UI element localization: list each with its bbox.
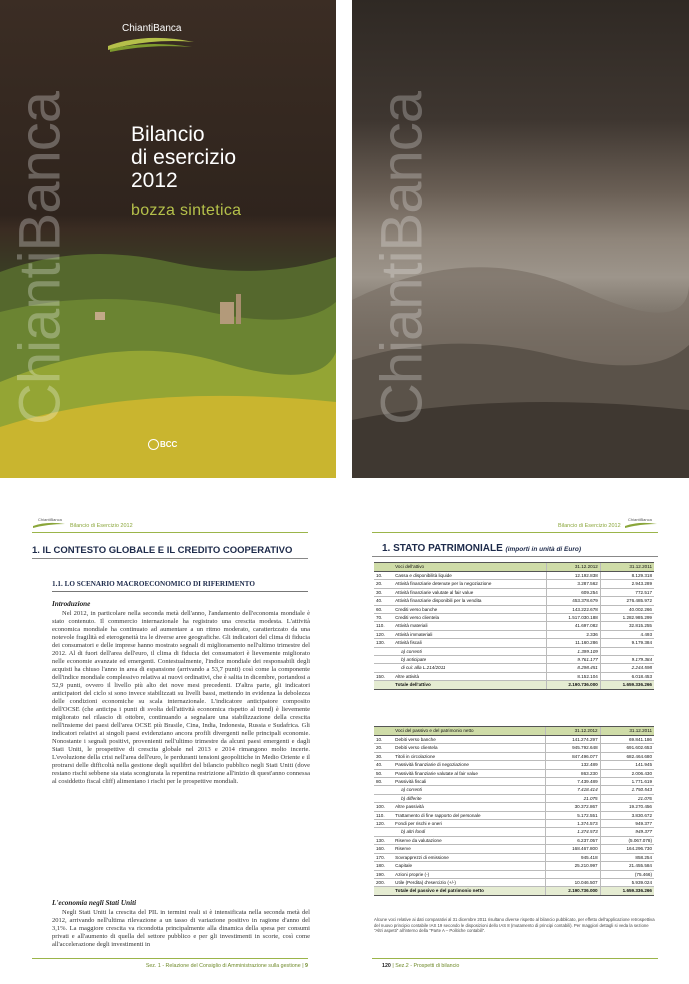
row-code: 130. <box>374 639 393 647</box>
row-value-2012: 141.274.297 <box>546 736 600 744</box>
table-row <box>374 597 654 605</box>
row-value-2012: 1.374.573 <box>546 820 600 828</box>
section-divider <box>32 558 308 559</box>
usa-paragraph: Negli Stati Uniti la crescita del PIL in termini reali si è intensificata nella seconda metà del 2012, arrivando nell'ultima rilevazione a un tasso di variazione positivo in ragione d'anno del 3,1%. La maggiore crescita va ricondotta principalmente alla dinamica della spesa per consumi privati e all'aumento di quella del settore pubblico e per gli investimenti in scorte, così come all'accelerazione degli investimenti in <box>52 909 310 948</box>
table-row <box>374 862 654 870</box>
table-row <box>374 572 654 580</box>
total-cell <box>374 887 393 895</box>
row-code <box>374 794 393 802</box>
row-label: Riserve <box>393 845 546 853</box>
row-value-2011 <box>600 647 654 655</box>
row-value-2011: 8.129.318 <box>600 572 654 580</box>
table-row <box>374 836 654 844</box>
table-row <box>374 778 654 786</box>
header-cell: 31.12.2011 <box>600 563 654 572</box>
row-value-2011: 949.377 <box>600 820 654 828</box>
row-value-2012: 30.372.867 <box>546 803 600 811</box>
header-divider <box>372 532 658 533</box>
intro-title: Introduzione <box>52 600 91 608</box>
table-row <box>374 811 654 819</box>
row-value-2011: 6.018.453 <box>600 672 654 680</box>
row-value-2011: 682.464.680 <box>600 752 654 760</box>
row-value-2011: 5.939.024 <box>600 878 654 886</box>
footer-divider <box>372 958 658 959</box>
header-cell: Voci del passivo e del patrimonio netto <box>393 727 546 736</box>
header-cell: 31.12.2011 <box>600 727 654 736</box>
row-label: a) correnti <box>393 786 546 794</box>
row-value-2011: 2.244.598 <box>600 664 654 672</box>
row-label: b) altri fondi <box>393 828 546 836</box>
subsection-divider <box>52 591 308 592</box>
total-cell <box>374 681 393 689</box>
row-value-2011: 69.841.186 <box>600 736 654 744</box>
inside-cover-page <box>352 0 689 478</box>
row-value-2012: 8.298.451 <box>546 664 600 672</box>
row-code: 20. <box>374 580 393 588</box>
row-value-2011: 19.270.456 <box>600 803 654 811</box>
table-header-row <box>374 563 654 572</box>
total-label: Totale dell'attivo <box>393 681 546 689</box>
table-row <box>374 622 654 630</box>
row-value-2011: 772.517 <box>600 588 654 596</box>
table-total-row <box>374 681 654 689</box>
row-label: b) differite <box>393 794 546 802</box>
row-value-2011: 9.179.384 <box>600 639 654 647</box>
row-label: di cui: alla L.214/2011 <box>393 664 546 672</box>
row-value-2012: 7.418.414 <box>546 786 600 794</box>
footer-text: Sez. 1 - Relazione del Consiglio di Amministrazione sulla gestione <box>145 963 301 969</box>
row-value-2011: 2.943.289 <box>600 580 654 588</box>
table-row <box>374 769 654 777</box>
row-value-2011: 164.296.730 <box>600 845 654 853</box>
row-code: 110. <box>374 811 393 819</box>
table-row <box>374 752 654 760</box>
total-value-2012: 2.190.736.000 <box>546 887 600 895</box>
row-label: Passività finanziarie valutate al fair value <box>393 769 546 777</box>
row-code <box>374 647 393 655</box>
row-code: 120. <box>374 630 393 638</box>
cover-title-line: di esercizio <box>131 146 237 169</box>
row-code: 40. <box>374 597 393 605</box>
row-label: Attività materiali <box>393 622 546 630</box>
row-code: 50. <box>374 769 393 777</box>
section-title-text: 1. STATO PATRIMONIALE <box>382 543 503 554</box>
table-row <box>374 588 654 596</box>
row-code: 30. <box>374 588 393 596</box>
row-label: a) correnti <box>393 647 546 655</box>
row-value-2012: 1.374.573 <box>546 828 600 836</box>
table-row <box>374 605 654 613</box>
row-code: 180. <box>374 862 393 870</box>
total-value-2012: 2.190.736.000 <box>546 681 600 689</box>
row-value-2012: 25.210.997 <box>546 862 600 870</box>
row-code: 200. <box>374 878 393 886</box>
row-label: Trattamento di fine rapporto del personale <box>393 811 546 819</box>
row-value-2011: 4.493 <box>600 630 654 638</box>
row-code: 150. <box>374 672 393 680</box>
total-value-2011: 1.659.336.266 <box>600 681 654 689</box>
cover-watermark: ChiantiBanca <box>7 92 73 425</box>
row-value-2012: 2.336 <box>546 630 600 638</box>
header-cell: 31.12.2012 <box>546 727 600 736</box>
row-value-2012: 945.792.648 <box>546 744 600 752</box>
table-row <box>374 656 654 664</box>
row-value-2012: 132.489 <box>546 761 600 769</box>
row-code: 30. <box>374 752 393 760</box>
page-number: 120 <box>382 963 391 969</box>
row-label: Attività fiscali <box>393 639 546 647</box>
row-value-2012 <box>546 870 600 878</box>
row-value-2011: (5.067.078) <box>600 836 654 844</box>
report-page-9 <box>0 504 336 984</box>
footer-divider <box>32 958 308 959</box>
table-row <box>374 794 654 802</box>
row-value-2011: 949.377 <box>600 828 654 836</box>
row-value-2011: 9.179.384 <box>600 656 654 664</box>
row-label: Crediti verso banche <box>393 605 546 613</box>
section-subtitle: (importi in unità di Euro) <box>505 546 581 553</box>
row-value-2011: 276.485.972 <box>600 597 654 605</box>
header-cell <box>374 727 393 736</box>
table-row <box>374 744 654 752</box>
row-label: Attività finanziarie valutate al fair value <box>393 588 546 596</box>
table-row <box>374 828 654 836</box>
row-code: 190. <box>374 870 393 878</box>
row-code <box>374 656 393 664</box>
cover-subtitle: bozza sintetica <box>131 202 242 219</box>
cover-title-line: 2012 <box>131 169 178 192</box>
row-value-2012: 168.467.800 <box>546 845 600 853</box>
row-value-2012: 1.399.109 <box>546 647 600 655</box>
row-value-2011: 32.815.255 <box>600 622 654 630</box>
row-value-2012: 10.046.507 <box>546 878 600 886</box>
row-label: Attività finanziarie disponibili per la vendita <box>393 597 546 605</box>
row-code: 40. <box>374 761 393 769</box>
total-label: Totale del passivo e del patrimonio netto <box>393 887 546 895</box>
row-code: 80. <box>374 778 393 786</box>
row-label: Azioni proprie (-) <box>393 870 546 878</box>
header-cell <box>374 563 393 572</box>
bcc-logo-icon <box>148 439 159 450</box>
row-value-2012: 453.378.679 <box>546 597 600 605</box>
intro-paragraph: Nel 2012, in particolare nella seconda metà dell'anno, l'andamento dell'economia mondiale è stato contenuto. Il commercio internazionale ha registrato una crescita modesta. L'attività economica mondiale ha continuato ad aumentare a un ritmo moderato, caratterizzato da una notevole fragilità ed eterogeneità tra le diverse aree geografiche. Gli indicatori del clima di fiducia dei consumatori e delle imprese hanno mostrato segnali di miglioramento nell'ultimo trimestre del 2012. Al di fuori dell'area dell'euro, il clima di fiducia dei consumatori è lievemente migliorato nelle economie avanzate ed emergenti. Contestualmente, l'indice mondiale dei responsabili degli acquisti ha chiuso l'anno in area di espansione (arrivando a 53,7 punti) così come la componente dell'indice mondiale complessivo relativa ai nuovi ordinativi, che è salita in dicembre, portandosi a 52,9 punti, ovvero il livello più alto dei nove mesi precedenti. D'altra parte, gli indicatori anticipatori del ciclo si sono invece stabilizzati su livelli bassi, mettendo in evidenza la debolezza delle condizioni economiche su scala internazionale. L'indicatore anticipatore composito dell'OCSE (che anticipa i punti di svolta dell'attività economica rispetto al trend) è lievemente migliorato nel rilascio di ottobre, continuando a segnalare una stabilizzazione della crescita nell'insieme dei paesi dell'area OCSE più Brasile, Cina, India, Indonesia, Russia e Sudafrica. Gli indicatori relativi ai singoli paesi evidenziano ancora profili divergenti nelle principali economie. Nonostante i segnali positivi, provenienti nell'ultimo trimestre da alcuni paesi emergenti e dagli Stati Uniti, le prospettive di crescita globale nel 2013 e 2014 rimangono molto incerte. L'evoluzione della crisi nell'area dell'euro, le perduranti tensioni geopolitiche in Medio Oriente e il protrarsi delle difficoltà nella gestione degli squilibri del bilancio pubblico negli Stati Uniti (dove restano rischi sebbene sia stata scongiurata la repentina restrizione all'inizio di quest'anno connessa al cosiddetto fiscal cliff) alimentano i rischi per le prospettive mondiali. <box>52 610 310 785</box>
footer-text: Sez.2 - Prospetti di bilancio <box>395 963 460 969</box>
row-label: Utile (Perdita) d'esercizio (+/-) <box>393 878 546 886</box>
row-code: 170. <box>374 853 393 861</box>
attivo-table <box>374 562 654 690</box>
table-row <box>374 630 654 638</box>
row-code: 160. <box>374 845 393 853</box>
row-code: 10. <box>374 572 393 580</box>
header-divider <box>32 532 308 533</box>
row-label: Attività immateriali <box>393 630 546 638</box>
header-title: Bilancio di Esercizio 2012 <box>558 523 621 529</box>
table-row <box>374 672 654 680</box>
footnote: Alcune voci relative ai dati comparativi al 31 dicembre 2011 risultano diverse rispetto al bilancio pubblicato, per effetto dell'applicazione retrospettiva del nuovo principio contabile IAS 19 secondo le disposizioni dello IAS 8 (mutamento di principi contabili). Per maggiori dettagli si veda la sezione "Altri aspetti" all'interno della "Parte A – Politiche contabili". <box>374 917 655 934</box>
row-label: Passività fiscali <box>393 778 546 786</box>
table-row <box>374 870 654 878</box>
cover-title-line: Bilancio <box>131 123 205 146</box>
row-value-2011: 141.945 <box>600 761 654 769</box>
row-code: 110. <box>374 622 393 630</box>
footer: 120 | Sez.2 - Prospetti di bilancio <box>382 963 460 969</box>
table-row <box>374 853 654 861</box>
row-value-2012: 7.439.489 <box>546 778 600 786</box>
row-code: 100. <box>374 803 393 811</box>
page-number: 9 <box>305 963 308 969</box>
row-label: Riserve da valutazione <box>393 836 546 844</box>
section-divider <box>372 556 658 557</box>
table-row <box>374 647 654 655</box>
row-value-2011: 1.771.619 <box>600 778 654 786</box>
row-value-2012: 11.160.286 <box>546 639 600 647</box>
cover-page <box>0 0 336 478</box>
row-label: b) anticipate <box>393 656 546 664</box>
row-code: 70. <box>374 614 393 622</box>
table-row <box>374 664 654 672</box>
row-value-2011: 3.830.672 <box>600 811 654 819</box>
inside-watermark: ChiantiBanca <box>369 92 435 425</box>
row-value-2012: 609.254 <box>546 588 600 596</box>
row-label: Crediti verso clientela <box>393 614 546 622</box>
header-title: Bilancio di Esercizio 2012 <box>70 523 133 529</box>
row-label: Debiti verso clientela <box>393 744 546 752</box>
section-title: 1. IL CONTESTO GLOBALE E IL CREDITO COOPERATIVO <box>32 545 293 556</box>
row-value-2012: 6.237.057 <box>546 836 600 844</box>
row-value-2011: 691.602.653 <box>600 744 654 752</box>
table-row <box>374 736 654 744</box>
total-value-2011: 1.659.336.266 <box>600 887 654 895</box>
row-code <box>374 828 393 836</box>
footer: Sez. 1 - Relazione del Consiglio di Amministrazione sulla gestione | 9 <box>145 963 308 969</box>
row-label: Fondi per rischi e oneri <box>393 820 546 828</box>
section-title <box>382 543 581 554</box>
header-logo-text: ChiantiBanca <box>628 517 652 522</box>
row-value-2011: 1.750.543 <box>600 786 654 794</box>
header-logo-text: ChiantiBanca <box>38 517 62 522</box>
table-row <box>374 639 654 647</box>
row-label: Sovrapprezzi di emissione <box>393 853 546 861</box>
row-label: Altre attività <box>393 672 546 680</box>
row-value-2011: 40.002.266 <box>600 605 654 613</box>
row-value-2011: 21.076 <box>600 794 654 802</box>
row-code: 10. <box>374 736 393 744</box>
row-label: Capitale <box>393 862 546 870</box>
row-code: 60. <box>374 605 393 613</box>
row-value-2012: 8.152.104 <box>546 672 600 680</box>
passivo-table <box>374 726 654 896</box>
usa-title: L'economia negli Stati Uniti <box>52 899 137 907</box>
row-value-2012: 3.287.562 <box>546 580 600 588</box>
bcc-label: BCC <box>160 440 178 449</box>
row-value-2012: 847.496.077 <box>546 752 600 760</box>
table-row <box>374 580 654 588</box>
row-code <box>374 786 393 794</box>
row-value-2012: 41.697.082 <box>546 622 600 630</box>
row-value-2012: 12.192.838 <box>546 572 600 580</box>
row-code <box>374 664 393 672</box>
row-label: Debiti verso banche <box>393 736 546 744</box>
row-value-2011: (75.466) <box>600 870 654 878</box>
row-value-2012: 9.761.177 <box>546 656 600 664</box>
table-row <box>374 820 654 828</box>
row-value-2012: 5.172.551 <box>546 811 600 819</box>
row-label: Cassa e disponibilità liquide <box>393 572 546 580</box>
row-code: 120. <box>374 820 393 828</box>
row-value-2011: 21.455.584 <box>600 862 654 870</box>
row-value-2011: 2.006.430 <box>600 769 654 777</box>
cover-logo-text: ChiantiBanca <box>122 23 182 34</box>
table-row <box>374 803 654 811</box>
report-page-120 <box>352 504 689 984</box>
row-label: Altre passività <box>393 803 546 811</box>
table-row <box>374 761 654 769</box>
row-value-2012: 945.418 <box>546 853 600 861</box>
subsection-title: 1.1. LO SCENARIO MACROECONOMICO DI RIFERIMENTO <box>52 580 255 588</box>
row-label: Attività finanziarie detenute per la negoziazione <box>393 580 546 588</box>
table-row <box>374 878 654 886</box>
row-label: Titoli in circolazione <box>393 752 546 760</box>
table-row <box>374 614 654 622</box>
header-cell: 31.12.2012 <box>546 563 600 572</box>
row-value-2011: 858.254 <box>600 853 654 861</box>
table-total-row <box>374 887 654 895</box>
header-cell: Voci dell'attivo <box>393 563 546 572</box>
row-value-2011: 1.282.985.299 <box>600 614 654 622</box>
row-code: 130. <box>374 836 393 844</box>
row-value-2012: 1.517.030.188 <box>546 614 600 622</box>
table-row <box>374 845 654 853</box>
row-value-2012: 863.230 <box>546 769 600 777</box>
cover-title <box>131 123 236 192</box>
row-value-2012: 143.222.678 <box>546 605 600 613</box>
row-code: 20. <box>374 744 393 752</box>
table-row <box>374 786 654 794</box>
row-value-2012: 21.075 <box>546 794 600 802</box>
row-label: Passività finanziarie di negoziazione <box>393 761 546 769</box>
table-header-row <box>374 727 654 736</box>
